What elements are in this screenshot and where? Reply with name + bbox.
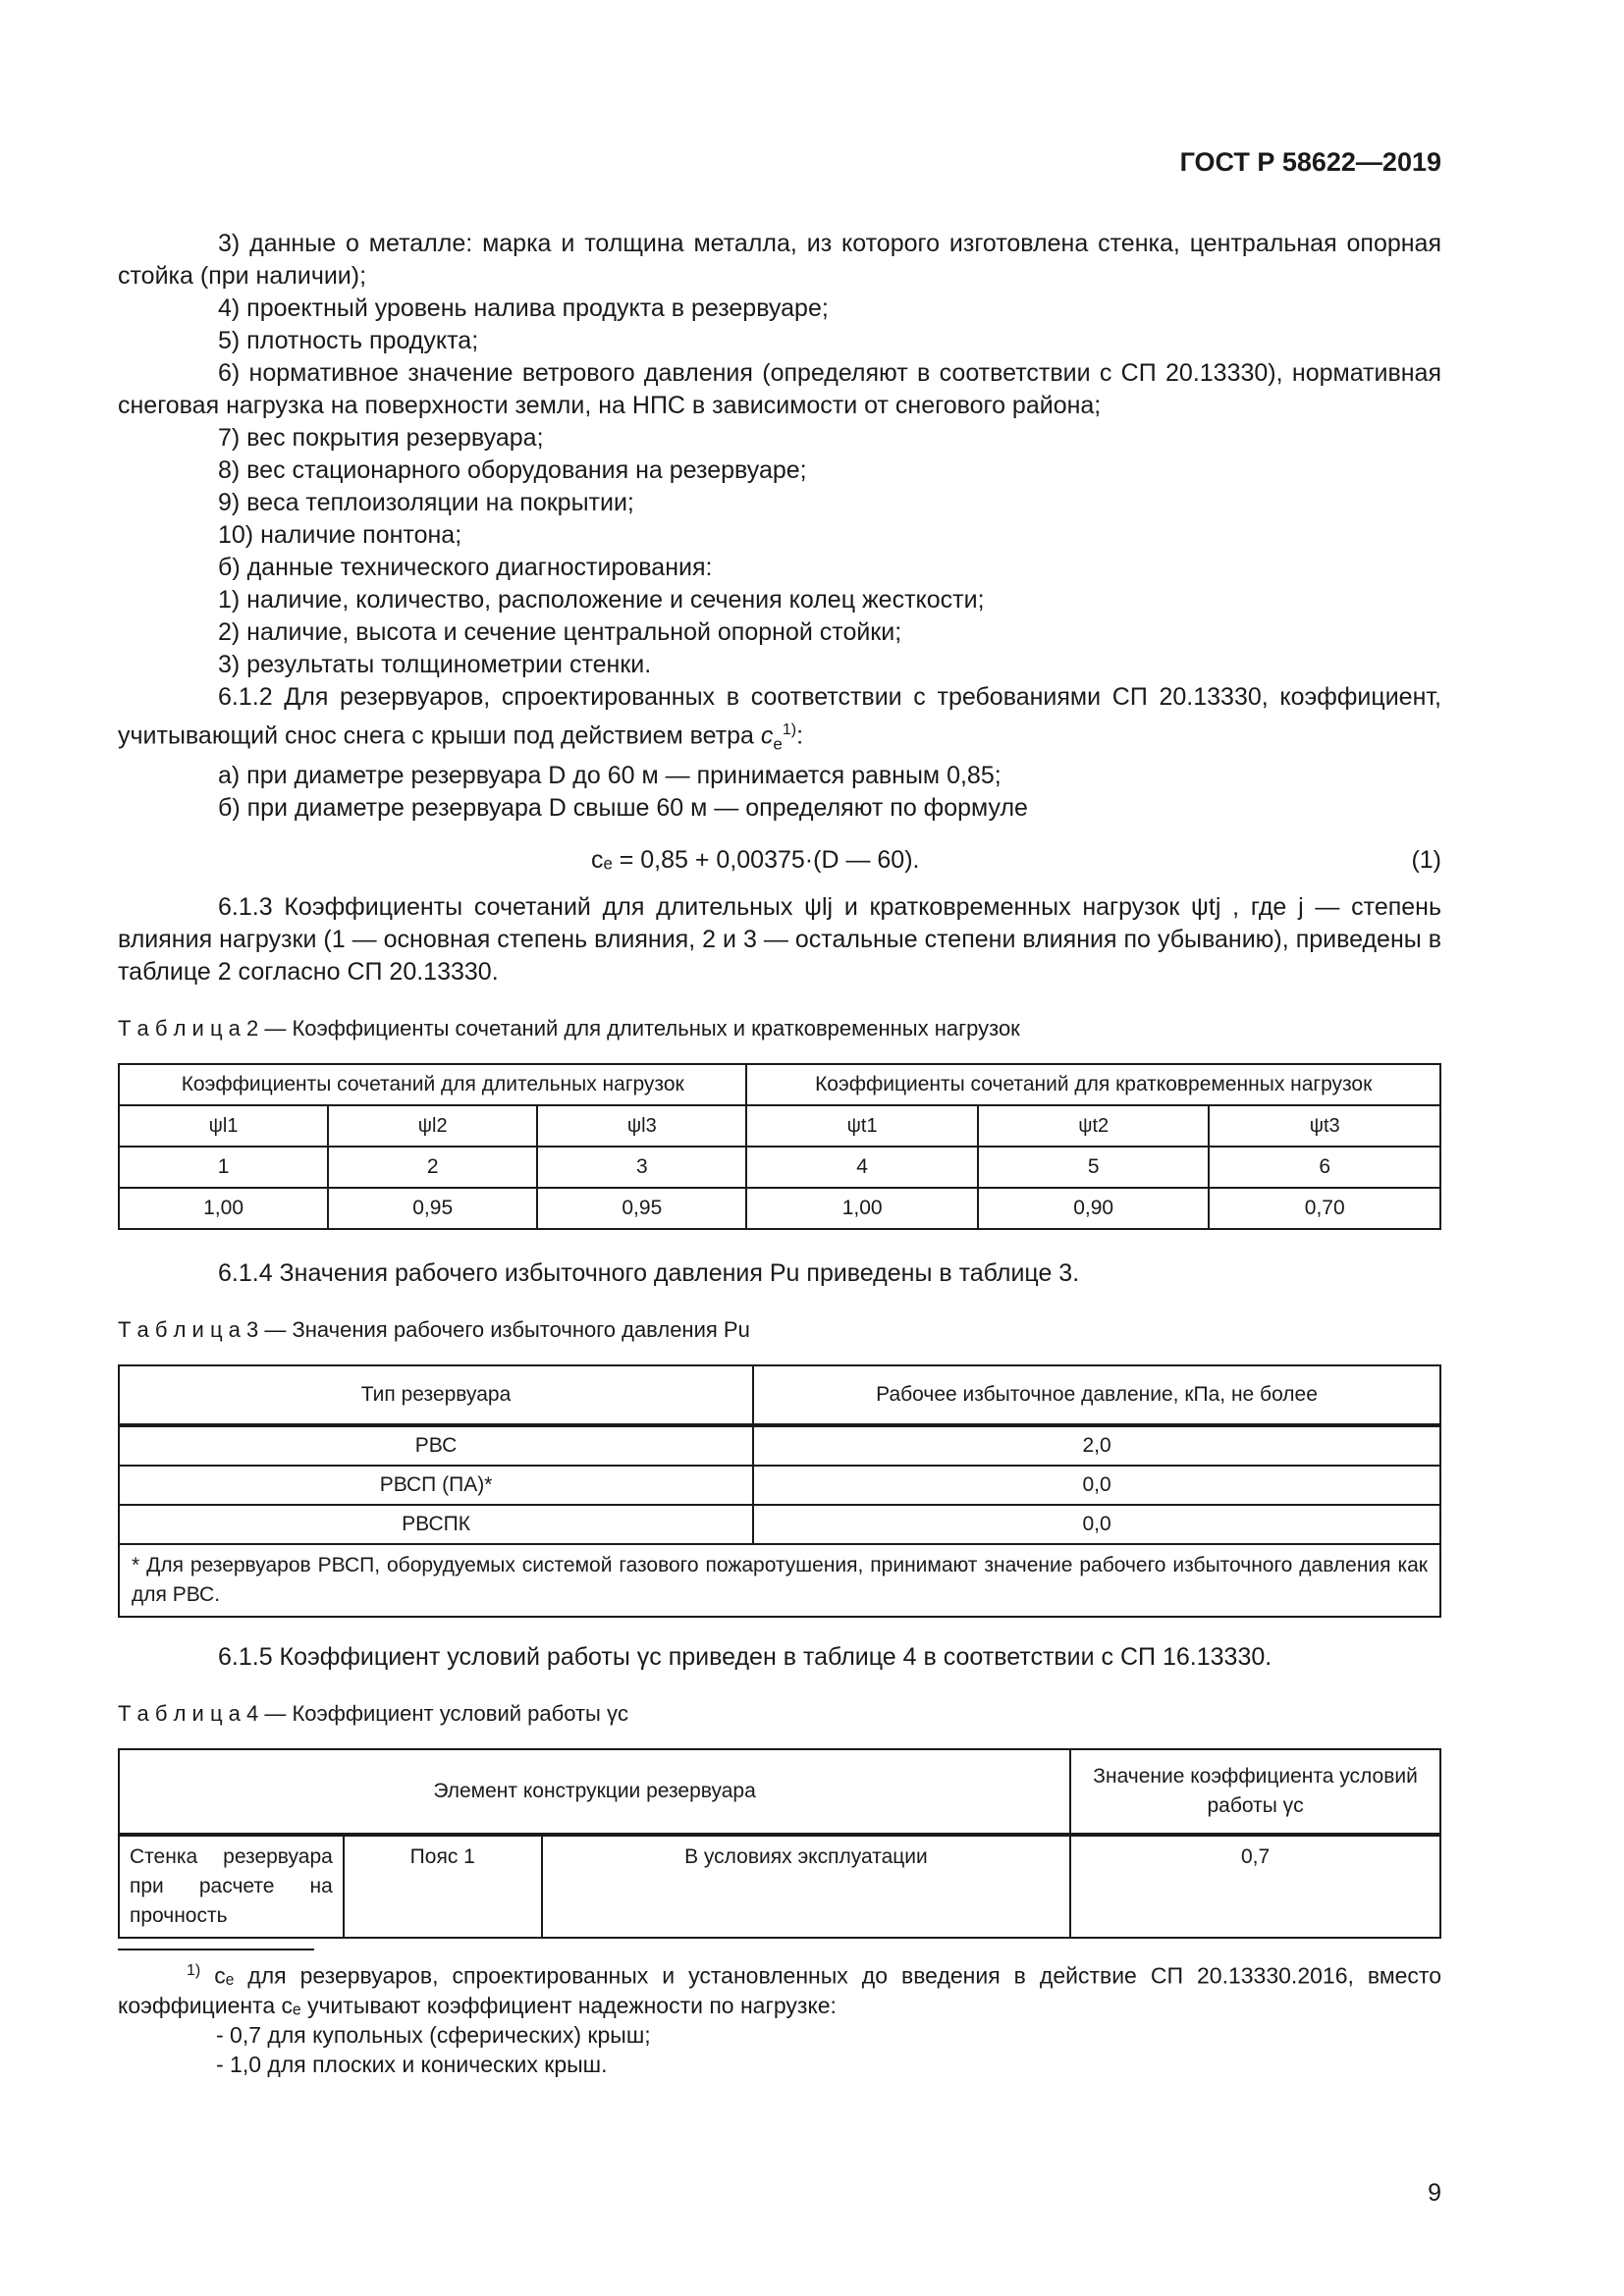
paragraph: 3) данные о металле: марка и толщина металла, из которого изготовлена стенка, центральная опорная стойка (при наличии); (118, 230, 1441, 290)
table-3-caption: Т а б л и ц а 3 — Значения рабочего избыточного давления Pu (118, 1317, 750, 1343)
table-cell: РВСП (ПА)* (119, 1466, 753, 1505)
table-header: Рабочее избыточное давление, кПа, не более (753, 1365, 1440, 1425)
table-cell: ψt2 (978, 1105, 1210, 1147)
table-header: Коэффициенты сочетаний для кратковременных нагрузок (746, 1064, 1440, 1105)
table-cell: ψl2 (328, 1105, 537, 1147)
paragraph: 5) плотность продукта; (218, 327, 479, 354)
paragraph: б) при диаметре резервуара D свыше 60 м — определяют по формуле (218, 794, 1028, 823)
formula-expression: cₑ = 0,85 + 0,00375·(D — 60). (591, 846, 920, 875)
table-cell: Пояс 1 (344, 1835, 542, 1938)
paragraph: 3) результаты толщинометрии стенки. (218, 651, 652, 678)
paragraph-6-1-4: 6.1.4 Значения рабочего избыточного давления Pu приведены в таблице 3. (218, 1259, 1080, 1288)
table-cell: 0,70 (1209, 1188, 1440, 1229)
table-cell: 0,90 (978, 1188, 1210, 1229)
table-cell: 1,00 (746, 1188, 978, 1229)
table-header: Значение коэффициента условий работы γc (1070, 1749, 1440, 1835)
table-cell: 1,00 (119, 1188, 328, 1229)
table-cell: 5 (978, 1147, 1210, 1188)
table-header: Коэффициенты сочетаний для длительных нагрузок (119, 1064, 746, 1105)
table-cell: ψt1 (746, 1105, 978, 1147)
table-cell: ψl1 (119, 1105, 328, 1147)
table-cell: 0,0 (753, 1466, 1440, 1505)
paragraph: 4) проектный уровень налива продукта в резервуаре; (218, 294, 829, 322)
table-cell: 0,95 (537, 1188, 746, 1229)
table-cell: Стенка резервуара при расчете на прочность (119, 1835, 344, 1938)
table-cell: 6 (1209, 1147, 1440, 1188)
table-cell: 0,95 (328, 1188, 537, 1229)
table-header: Элемент конструкции резервуара (119, 1749, 1070, 1835)
table-cell: 0,0 (753, 1505, 1440, 1544)
formula-number: (1) (1411, 846, 1441, 875)
table-cell: РВСПК (119, 1505, 753, 1544)
paragraph: 9) веса теплоизоляции на покрытии; (218, 489, 634, 516)
table-2-caption: Т а б л и ц а 2 — Коэффициенты сочетаний для длительных и кратковременных нагрузок (118, 1016, 1020, 1041)
document-standard-title: ГОСТ Р 58622—2019 (1179, 147, 1441, 177)
table-2 (118, 1063, 1441, 1230)
paragraph-6-1-5: 6.1.5 Коэффициент условий работы γc приведен в таблице 4 в соответствии с СП 16.13330. (218, 1643, 1272, 1672)
table-cell: 0,7 (1070, 1835, 1440, 1938)
table-cell: РВС (119, 1425, 753, 1466)
footnote-line: - 1,0 для плоских и конических крыш. (216, 2051, 608, 2077)
footnote-line: - 0,7 для купольных (сферических) крыш; (216, 2021, 651, 2048)
paragraph: 1) наличие, количество, расположение и сечения колец жесткости; (218, 586, 985, 614)
table-cell: ψt3 (1209, 1105, 1440, 1147)
paragraph: 6) нормативное значение ветрового давления (определяют в соответствии с СП 20.13330), нормативная снеговая нагрузка на поверхности земли, на НПС в зависимости от снегового района; (118, 359, 1441, 419)
table-cell: ψl3 (537, 1105, 746, 1147)
paragraph: 10) наличие понтона; (218, 521, 462, 549)
document-body (118, 228, 1441, 2079)
paragraph-6-1-3: 6.1.3 Коэффициенты сочетаний для длительных ψlj и кратковременных нагрузок ψtj , где j — степень влияния нагрузки (1 — основная степень влияния, 2 и 3 — остальные степени влияния по убыванию), приведены в таблице 2 согласно СП 20.13330. (118, 893, 1441, 987)
paragraph: 2) наличие, высота и сечение центральной опорной стойки; (218, 618, 902, 646)
paragraph: б) данные технического диагностирования: (218, 554, 713, 581)
table-4 (118, 1748, 1441, 1939)
table-cell: 2,0 (753, 1425, 1440, 1466)
table-cell: 3 (537, 1147, 746, 1188)
table-cell: 2 (328, 1147, 537, 1188)
table-4-caption: Т а б л и ц а 4 — Коэффициент условий работы γc (118, 1701, 628, 1727)
footnote-divider (118, 1949, 314, 1950)
table-cell: 1 (119, 1147, 328, 1188)
page-number: 9 (1428, 2179, 1441, 2207)
footnote: $^{1)}$ cₑ для резервуаров, спроектированных и установленных до введения в действие СП 20.13330.2016, вместо коэффициента cₑ учитывают коэффициент надежности по нагрузке: (118, 1962, 1442, 2018)
table-note: * Для резервуаров РВСП, оборудуемых системой газового пожаротушения, принимают значение рабочего избыточного давления как для РВС. (119, 1544, 1440, 1617)
formula-1 (118, 842, 1441, 878)
table-header: Тип резервуара (119, 1365, 753, 1425)
paragraph-6-1-2: 6.1.2 Для резервуаров, спроектированных в соответствии с требованиями СП 20.13330, коэффициент, учитывающий снос снега с крыши под действием ветра $c_e^{1)}$: (118, 683, 1441, 754)
table-cell: В условиях эксплуатации (542, 1835, 1070, 1938)
paragraph: 8) вес стационарного оборудования на резервуаре; (218, 456, 807, 484)
table-cell: 4 (746, 1147, 978, 1188)
paragraph: 7) вес покрытия резервуара; (218, 424, 544, 452)
paragraph: а) при диаметре резервуара D до 60 м — принимается равным 0,85; (218, 762, 1001, 790)
table-3 (118, 1364, 1441, 1618)
